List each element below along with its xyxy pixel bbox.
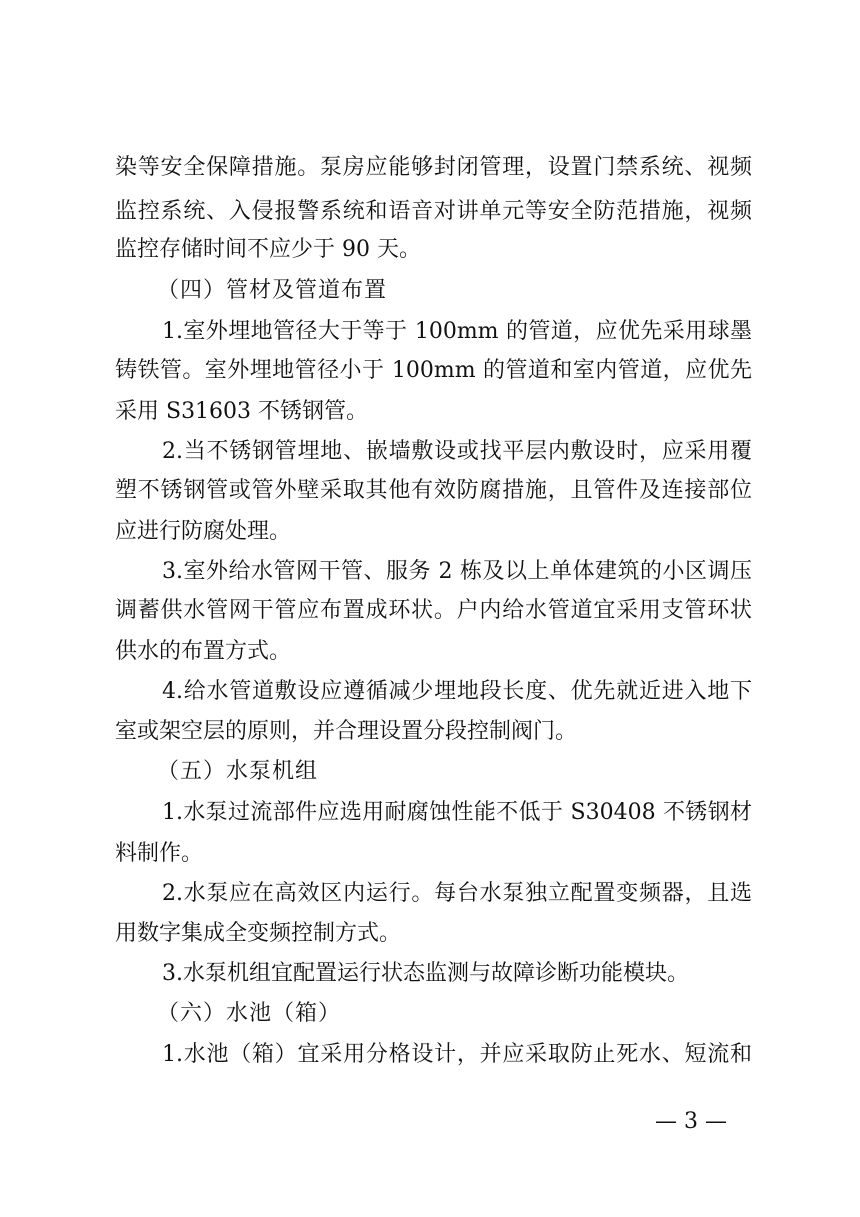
text-line: 监控系统、入侵报警系统和语音对讲单元等安全防范措施，视频 <box>115 199 752 224</box>
text-line: 监控存储时间不应少于 90 天。 <box>115 237 421 262</box>
text-line: 1.水池（箱）宜采用分格设计，并应采取防止死水、短流和 <box>162 1042 752 1067</box>
text-line: 2.水泵应在高效区内运行。每台水泵独立配置变频器，且选 <box>162 881 752 906</box>
text-line: 塑不锈钢管或管外壁采取其他有效防腐措施，且管件及连接部位 <box>115 478 752 503</box>
text-line: 3.水泵机组宜配置运行状态监测与故障诊断功能模块。 <box>162 961 689 986</box>
section-heading: （五）水泵机组 <box>157 759 319 784</box>
text-line: 用数字集成全变频控制方式。 <box>115 921 402 946</box>
text-line: 应进行防腐处理。 <box>115 519 292 544</box>
text-line: 1.水泵过流部件应选用耐腐蚀性能不低于 S30408 不锈钢材 <box>162 800 752 825</box>
section-heading: （六）水池（箱） <box>157 1001 342 1026</box>
text-line: 4.给水管道敷设应遵循减少埋地段长度、优先就近进入地下 <box>162 679 752 704</box>
text-line: 采用 S31603 不锈钢管。 <box>115 399 369 424</box>
text-line: 供水的布置方式。 <box>115 639 292 664</box>
text-line: 调蓄供水管网干管应布置成环状。户内给水管道宜采用支管环状 <box>115 598 752 623</box>
text-line: 染等安全保障措施。泵房应能够封闭管理，设置门禁系统、视频 <box>115 155 752 180</box>
text-line: 料制作。 <box>115 841 204 866</box>
text-line: 1.室外埋地管径大于等于 100mm 的管道，应优先采用球墨 <box>162 319 752 344</box>
text-line: 铸铁管。室外埋地管径小于 100mm 的管道和室内管道，应优先 <box>115 358 752 383</box>
text-line: 2.当不锈钢管埋地、嵌墙敷设或找平层内敷设时，应采用覆 <box>162 439 752 464</box>
text-line: 室或架空层的原则，并合理设置分段控制阀门。 <box>115 719 578 744</box>
section-heading: （四）管材及管道布置 <box>157 278 388 303</box>
page-number: — 3 — <box>655 1109 727 1134</box>
text-line: 3.室外给水管网干管、服务 2 栋及以上单体建筑的小区调压 <box>162 559 752 584</box>
